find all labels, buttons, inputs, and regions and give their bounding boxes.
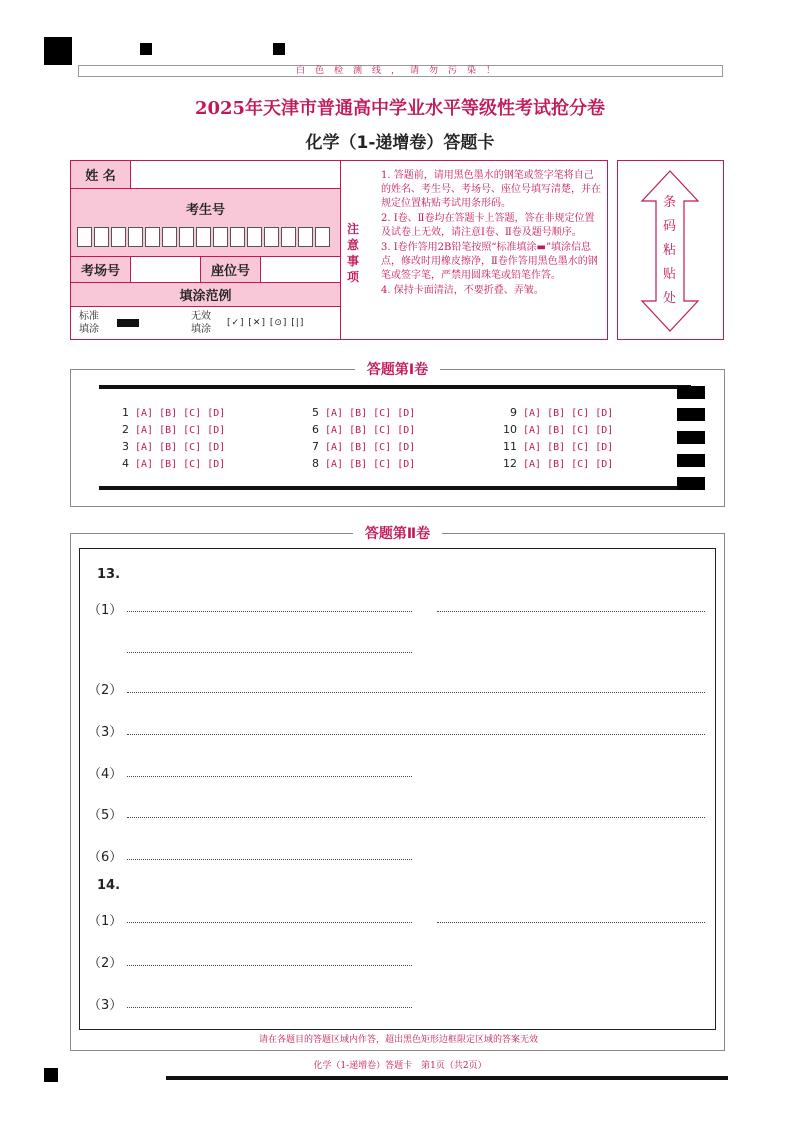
section-1-box bbox=[70, 362, 725, 507]
answer-line[interactable] bbox=[127, 817, 705, 818]
answer-bubble[interactable]: [A] bbox=[523, 459, 542, 470]
answer-bubble[interactable]: [B] bbox=[159, 442, 178, 453]
candidate-id-digit-box[interactable] bbox=[94, 227, 109, 247]
answer-bubble[interactable]: [C] bbox=[373, 459, 392, 470]
registration-mark bbox=[44, 37, 72, 65]
choice-question bbox=[499, 406, 619, 419]
barcode-area bbox=[617, 160, 724, 340]
seat-input[interactable] bbox=[261, 257, 341, 283]
boundary-note: 请在各题目的答题区域内作答，超出黑色矩形边框限定区域的答案无效 bbox=[258, 1035, 538, 1045]
answer-bubble[interactable]: [B] bbox=[349, 459, 368, 470]
answer-bubble[interactable]: [C] bbox=[183, 442, 202, 453]
room-label: 考场号 bbox=[80, 264, 120, 279]
answer-bubble[interactable]: [C] bbox=[183, 425, 202, 436]
fill-example-title-cell bbox=[71, 283, 341, 307]
bottom-rule bbox=[166, 1076, 728, 1080]
answer-bubble[interactable]: [C] bbox=[571, 408, 590, 419]
timing-mark bbox=[677, 477, 705, 490]
answer-bubble[interactable]: [D] bbox=[595, 425, 614, 436]
registration-mark bbox=[44, 1068, 58, 1082]
question-number: 4 bbox=[122, 457, 129, 470]
answer-bubble[interactable]: [A] bbox=[325, 425, 344, 436]
seat-label: 座位号 bbox=[210, 264, 250, 279]
note-item: 2. Ⅰ卷、Ⅱ卷均在答题卡上答题，答在非规定位置及试卷上无效，请注意Ⅰ卷、Ⅱ卷及题号顺序。 bbox=[381, 213, 595, 238]
candidate-id-digit-box[interactable] bbox=[77, 227, 92, 247]
note-item: 4. 保持卡面清洁，不要折叠、弄皱。 bbox=[381, 285, 544, 296]
answer-bubble[interactable]: [B] bbox=[547, 425, 566, 436]
choice-question bbox=[301, 406, 421, 419]
answer-bubble[interactable]: [B] bbox=[159, 459, 178, 470]
answer-bubble[interactable]: [D] bbox=[595, 408, 614, 419]
answer-area-frame bbox=[79, 548, 716, 1030]
candidate-id-digit-box[interactable] bbox=[247, 227, 262, 247]
question-number: 11 bbox=[503, 440, 517, 453]
choice-question bbox=[499, 423, 619, 436]
answer-bubble[interactable]: [C] bbox=[373, 442, 392, 453]
answer-line[interactable] bbox=[437, 611, 705, 612]
candidate-id-label: 考生号 bbox=[185, 203, 225, 218]
name-label: 姓 名 bbox=[85, 169, 116, 184]
choice-question bbox=[499, 457, 619, 470]
question-number: 7 bbox=[312, 440, 319, 453]
registration-mark bbox=[140, 43, 152, 55]
answer-bubble[interactable]: [C] bbox=[571, 459, 590, 470]
q14-part-label: （1） bbox=[88, 914, 123, 929]
room-input[interactable] bbox=[131, 257, 201, 283]
page-footer: 化学（1-递增卷）答题卡 第1页（共2页） bbox=[313, 1061, 487, 1071]
answer-line[interactable] bbox=[127, 734, 705, 735]
answer-line[interactable] bbox=[127, 965, 412, 966]
candidate-info-box bbox=[70, 160, 608, 340]
candidate-id-digit-box[interactable] bbox=[196, 227, 211, 247]
divider bbox=[99, 385, 691, 389]
answer-line[interactable] bbox=[127, 922, 412, 923]
question-13-label: 13. bbox=[97, 567, 121, 582]
answer-bubble[interactable]: [D] bbox=[397, 442, 416, 453]
q13-part-label: （2） bbox=[88, 683, 123, 698]
name-label-cell bbox=[71, 161, 131, 189]
answer-bubble[interactable]: [A] bbox=[325, 442, 344, 453]
answer-bubble[interactable]: [D] bbox=[397, 408, 416, 419]
candidate-id-digit-box[interactable] bbox=[264, 227, 279, 247]
candidate-id-digit-box[interactable] bbox=[179, 227, 194, 247]
question-number: 10 bbox=[503, 423, 517, 436]
notes-list bbox=[381, 169, 603, 299]
registration-mark bbox=[273, 43, 285, 55]
answer-bubble[interactable]: [C] bbox=[183, 459, 202, 470]
answer-line[interactable] bbox=[437, 922, 705, 923]
choice-question bbox=[301, 440, 421, 453]
answer-bubble[interactable]: [A] bbox=[523, 425, 542, 436]
q14-part-label: （3） bbox=[88, 998, 123, 1013]
answer-bubble[interactable]: [B] bbox=[349, 408, 368, 419]
answer-bubble[interactable]: [C] bbox=[571, 442, 590, 453]
question-14-label: 14. bbox=[97, 878, 121, 893]
choice-question bbox=[111, 406, 231, 419]
answer-bubble[interactable]: [A] bbox=[135, 425, 154, 436]
candidate-id-digit-box[interactable] bbox=[213, 227, 228, 247]
answer-bubble[interactable]: [D] bbox=[207, 425, 226, 436]
answer-bubble[interactable]: [C] bbox=[571, 425, 590, 436]
timing-mark bbox=[677, 408, 705, 421]
answer-bubble[interactable]: [A] bbox=[135, 442, 154, 453]
answer-line[interactable] bbox=[127, 692, 705, 693]
answer-bubble[interactable]: [A] bbox=[523, 408, 542, 419]
white-detection-line: 白色检测线，请勿污染！ bbox=[78, 65, 723, 77]
answer-line[interactable] bbox=[127, 776, 412, 777]
answer-bubble[interactable]: [D] bbox=[207, 442, 226, 453]
candidate-id-digit-box[interactable] bbox=[111, 227, 126, 247]
question-number: 1 bbox=[122, 406, 129, 419]
fill-example-label: 填涂范例 bbox=[179, 289, 232, 304]
q13-part-label: （5） bbox=[88, 808, 123, 823]
q13-part-label: （3） bbox=[88, 725, 123, 740]
exam-title: 2025年天津市普通高中学业水平等级性考试抢分卷 bbox=[194, 98, 606, 119]
answer-bubble[interactable]: [D] bbox=[397, 459, 416, 470]
question-number: 9 bbox=[510, 406, 517, 419]
choice-question bbox=[499, 440, 619, 453]
answer-line[interactable] bbox=[127, 652, 412, 653]
question-number: 3 bbox=[122, 440, 129, 453]
q13-part-label: （6） bbox=[88, 850, 123, 865]
candidate-id-digit-box[interactable] bbox=[128, 227, 143, 247]
question-number: 8 bbox=[312, 457, 319, 470]
fill-example-cell bbox=[71, 307, 341, 339]
timing-mark bbox=[677, 431, 705, 444]
choice-question bbox=[111, 423, 231, 436]
choice-question bbox=[111, 440, 231, 453]
choice-question bbox=[301, 423, 421, 436]
q13-part-label: （1） bbox=[88, 603, 123, 618]
candidate-id-digit-box[interactable] bbox=[230, 227, 245, 247]
candidate-id-digit-box[interactable] bbox=[298, 227, 313, 247]
candidate-id-digit-box[interactable] bbox=[145, 227, 160, 247]
timing-mark bbox=[677, 386, 705, 399]
question-number: 12 bbox=[503, 457, 517, 470]
answer-bubble[interactable]: [B] bbox=[547, 408, 566, 419]
question-number: 5 bbox=[312, 406, 319, 419]
note-item: 1. 答题前，请用黑色墨水的钢笔或签字笔将自己的姓名、考生号、考场号、座位号填写清楚，并在规定位置粘贴考试用条形码。 bbox=[381, 170, 601, 209]
answer-bubble[interactable]: [A] bbox=[135, 408, 154, 419]
timing-mark bbox=[677, 454, 705, 467]
note-item: 3. Ⅰ卷作答用2B铅笔按照“标准填涂▬”填涂信息点，修改时用橡皮擦净，Ⅱ卷作答用黑色墨水的钢笔或签字笔，严禁用圆珠笔或铅笔作答。 bbox=[381, 242, 598, 281]
seat-label-cell bbox=[201, 257, 261, 283]
barcode-label: 条码粘贴处 bbox=[663, 195, 677, 306]
question-number: 6 bbox=[312, 423, 319, 436]
section-1-title: 答题第Ⅰ卷 bbox=[355, 362, 440, 378]
standard-fill-label: 标准填涂 bbox=[79, 311, 99, 335]
choice-question bbox=[301, 457, 421, 470]
answer-bubble[interactable]: [A] bbox=[135, 459, 154, 470]
room-label-cell bbox=[71, 257, 131, 283]
standard-fill-mark bbox=[117, 319, 139, 327]
answer-bubble[interactable]: [D] bbox=[207, 459, 226, 470]
card-title: 化学（1-递增卷）答题卡 bbox=[305, 133, 495, 153]
candidate-id-digit-box[interactable] bbox=[162, 227, 177, 247]
name-input[interactable] bbox=[131, 161, 341, 189]
answer-line[interactable] bbox=[127, 611, 412, 612]
answer-bubble[interactable]: [B] bbox=[547, 442, 566, 453]
answer-bubble[interactable]: [C] bbox=[373, 408, 392, 419]
answer-bubble[interactable]: [B] bbox=[349, 442, 368, 453]
section-2-box bbox=[70, 526, 725, 1051]
choice-question bbox=[111, 457, 231, 470]
answer-bubble[interactable]: [C] bbox=[183, 408, 202, 419]
answer-line[interactable] bbox=[127, 859, 412, 860]
answer-bubble[interactable]: [B] bbox=[349, 425, 368, 436]
answer-line[interactable] bbox=[127, 1007, 412, 1008]
answer-bubble[interactable]: [D] bbox=[595, 442, 614, 453]
notes-label: 注意事项 bbox=[347, 222, 360, 284]
answer-bubble[interactable]: [B] bbox=[547, 459, 566, 470]
answer-bubble[interactable]: [A] bbox=[325, 459, 344, 470]
answer-bubble[interactable]: [D] bbox=[397, 425, 416, 436]
answer-bubble[interactable]: [C] bbox=[373, 425, 392, 436]
invalid-fill-label: 无效填涂 bbox=[191, 311, 211, 335]
q14-part-label: （2） bbox=[88, 956, 123, 971]
q13-part-label: （4） bbox=[88, 767, 123, 782]
answer-bubble[interactable]: [D] bbox=[207, 408, 226, 419]
candidate-id-digit-box[interactable] bbox=[315, 227, 330, 247]
divider bbox=[99, 486, 691, 490]
answer-bubble[interactable]: [B] bbox=[159, 408, 178, 419]
question-number: 2 bbox=[122, 423, 129, 436]
answer-bubble[interactable]: [A] bbox=[325, 408, 344, 419]
section-2-title: 答题第Ⅱ卷 bbox=[353, 526, 442, 542]
answer-bubble[interactable]: [A] bbox=[523, 442, 542, 453]
answer-bubble[interactable]: [D] bbox=[595, 459, 614, 470]
answer-bubble[interactable]: [B] bbox=[159, 425, 178, 436]
invalid-fill-marks: [✓] [✕] [⊙] [|] bbox=[227, 318, 305, 328]
candidate-id-digit-box[interactable] bbox=[281, 227, 296, 247]
